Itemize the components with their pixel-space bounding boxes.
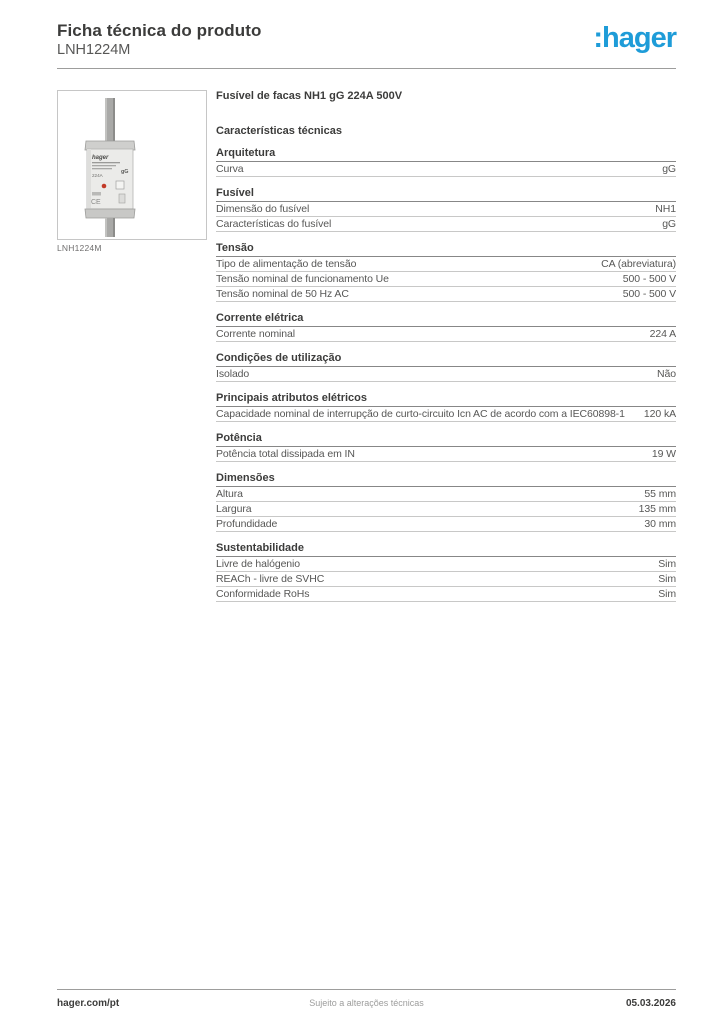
footer-inner bbox=[57, 998, 676, 1009]
spec-section bbox=[216, 312, 676, 342]
spec-value: 500 - 500 V bbox=[622, 273, 676, 285]
spec-section bbox=[216, 542, 676, 602]
spec-row bbox=[216, 557, 676, 572]
page-header bbox=[57, 20, 676, 68]
spec-section bbox=[216, 352, 676, 382]
fuse-class-label: gG bbox=[121, 169, 129, 175]
spec-label: Tipo de alimentação de tensão bbox=[216, 258, 357, 270]
spec-value: Sim bbox=[658, 588, 676, 600]
product-image-fuse bbox=[58, 91, 206, 239]
spec-row bbox=[216, 502, 676, 517]
spec-row bbox=[216, 487, 676, 502]
spec-value: Não bbox=[657, 368, 676, 380]
spec-label: Capacidade nominal de interrupção de curto-circuito Icn AC de acordo com a IEC60898-1 bbox=[216, 408, 625, 420]
fuse-indicator-dot bbox=[102, 184, 107, 189]
spec-label: Curva bbox=[216, 163, 244, 175]
spec-value: 224 A bbox=[649, 328, 676, 340]
spec-row bbox=[216, 447, 676, 462]
spec-row bbox=[216, 367, 676, 382]
spec-section bbox=[216, 472, 676, 532]
spec-value: gG bbox=[662, 218, 676, 230]
spec-label: Tensão nominal de 50 Hz AC bbox=[216, 288, 349, 300]
page-title: Ficha técnica do produto bbox=[57, 21, 262, 40]
specs-column bbox=[216, 90, 676, 602]
footer-note: Sujeito a alterações técnicas bbox=[309, 998, 424, 1008]
spec-row bbox=[216, 287, 676, 302]
section-title: Condições de utilização bbox=[216, 352, 676, 367]
spec-section bbox=[216, 392, 676, 422]
spec-value: 135 mm bbox=[638, 503, 676, 515]
section-title: Fusível bbox=[216, 187, 676, 202]
spec-value: 30 mm bbox=[644, 518, 676, 530]
spec-label: Corrente nominal bbox=[216, 328, 295, 340]
spec-value: 120 kA bbox=[643, 408, 676, 420]
spec-label: Largura bbox=[216, 503, 252, 515]
section-title: Principais atributos elétricos bbox=[216, 392, 676, 407]
section-title: Sustentabilidade bbox=[216, 542, 676, 557]
spec-value: 19 W bbox=[651, 448, 676, 460]
hager-logo: :hager bbox=[593, 22, 676, 54]
spec-value: CA (abreviatura) bbox=[601, 258, 676, 270]
spec-label: Tensão nominal de funcionamento Ue bbox=[216, 273, 389, 285]
spec-section bbox=[216, 187, 676, 232]
section-title: Potência bbox=[216, 432, 676, 447]
section-title: Corrente elétrica bbox=[216, 312, 676, 327]
spec-label: REACh - livre de SVHC bbox=[216, 573, 325, 585]
spec-label: Livre de halógenio bbox=[216, 558, 301, 570]
spec-row bbox=[216, 407, 676, 422]
product-image-box bbox=[57, 90, 207, 240]
header-divider bbox=[57, 68, 676, 69]
product-code: LNH1224M bbox=[57, 42, 131, 59]
fuse-rating-label: 224A bbox=[92, 173, 103, 178]
spec-row bbox=[216, 162, 676, 177]
section-title: Arquitetura bbox=[216, 147, 676, 162]
spec-section bbox=[216, 147, 676, 177]
spec-row bbox=[216, 517, 676, 532]
spec-value: Sim bbox=[658, 573, 676, 585]
spec-value: NH1 bbox=[655, 203, 676, 215]
spec-row bbox=[216, 217, 676, 232]
spec-label: Dimensão do fusível bbox=[216, 203, 310, 215]
spec-value: Sim bbox=[658, 558, 676, 570]
product-name: Fusível de facas NH1 gG 224A 500V bbox=[216, 90, 403, 102]
spec-row bbox=[216, 327, 676, 342]
spec-value: 500 - 500 V bbox=[622, 288, 676, 300]
spec-label: Profundidade bbox=[216, 518, 278, 530]
spec-section bbox=[216, 432, 676, 462]
section-title: Dimensões bbox=[216, 472, 676, 487]
spec-label: Características do fusível bbox=[216, 218, 332, 230]
spec-row bbox=[216, 202, 676, 217]
section-title: Tensão bbox=[216, 242, 676, 257]
fuse-brand-label: hager bbox=[92, 155, 109, 161]
footer-website-link[interactable]: hager.com/pt bbox=[57, 998, 120, 1009]
sections bbox=[216, 147, 676, 602]
spec-label: Potência total dissipada em IN bbox=[216, 448, 355, 460]
spec-label: Altura bbox=[216, 488, 243, 500]
footer-date: 05.03.2026 bbox=[625, 998, 676, 1009]
spec-value: gG bbox=[662, 163, 676, 175]
spec-row bbox=[216, 587, 676, 602]
spec-value: 55 mm bbox=[644, 488, 676, 500]
spec-section bbox=[216, 242, 676, 302]
fuse-ce-mark: CE bbox=[91, 199, 101, 206]
spec-row bbox=[216, 572, 676, 587]
spec-row bbox=[216, 257, 676, 272]
spec-row bbox=[216, 272, 676, 287]
spec-label: Isolado bbox=[216, 368, 250, 380]
page-footer bbox=[57, 989, 676, 1009]
characteristics-heading: Características técnicas bbox=[216, 125, 342, 137]
spec-label: Conformidade RoHs bbox=[216, 588, 310, 600]
product-image-caption: LNH1224M bbox=[57, 243, 102, 253]
